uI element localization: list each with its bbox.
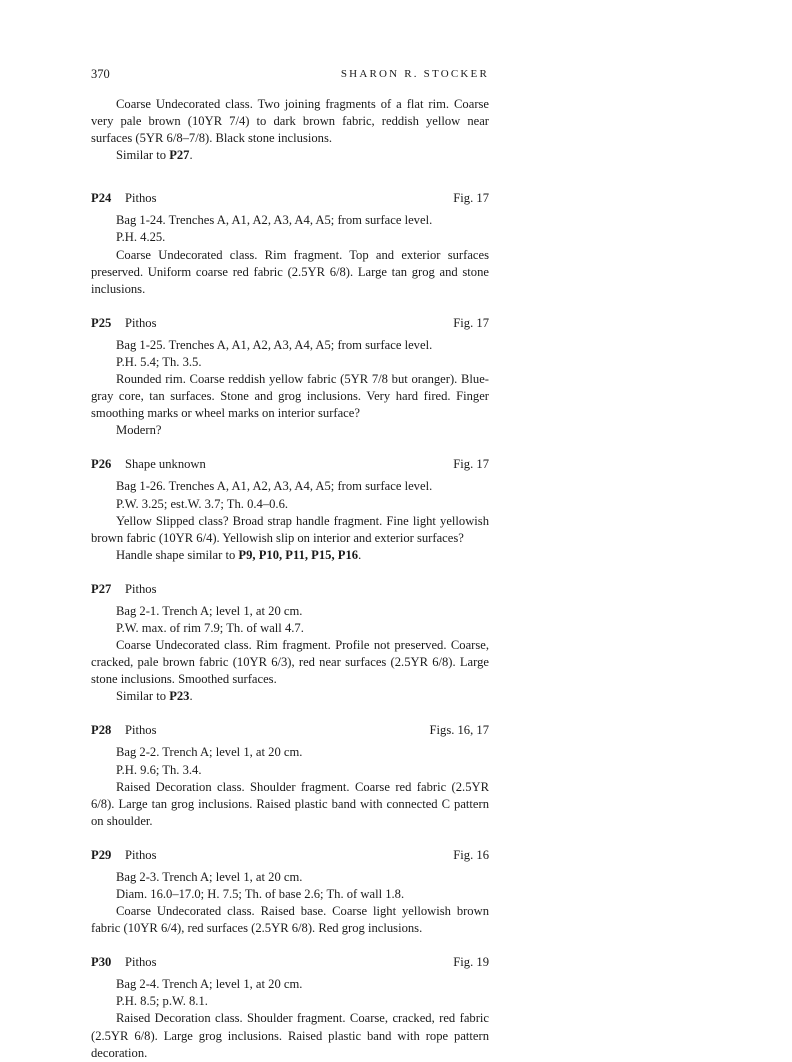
catalogue-entry xyxy=(91,581,489,706)
entry-similar xyxy=(91,688,489,705)
similar-end: . xyxy=(189,148,193,163)
entry-shape: Pithos xyxy=(125,723,157,738)
similar-label: Similar to xyxy=(116,148,167,163)
entry-id: P25 xyxy=(91,315,112,330)
entry-figure-ref: Fig. 17 xyxy=(453,315,489,330)
entry-shape: Pithos xyxy=(125,191,157,206)
entry-dimensions: P.H. 5.4; Th. 3.5. xyxy=(116,354,202,369)
entry-shape: Shape unknown xyxy=(125,457,206,472)
intro-description: Coarse Undecorated class. Two joining fragments of a flat rim. Coarse very pale brown (10YR 7/4) to dark brown fabric, reddish yellow near surfaces (5YR 6/8–7/8). Black stone inclusions. xyxy=(91,97,489,146)
entry-id: P26 xyxy=(91,457,112,472)
entry-heading xyxy=(91,456,489,473)
entry-dimensions: P.H. 4.25. xyxy=(116,230,166,245)
similar-refs: P9, P10, P11, P15, P16 xyxy=(238,547,359,562)
entry-id: P28 xyxy=(91,723,112,738)
entry-id: P29 xyxy=(91,847,112,862)
catalogue-entry xyxy=(91,190,489,297)
running-head xyxy=(91,66,489,82)
similar-refs: P27 xyxy=(169,148,190,163)
similar-refs: P23 xyxy=(169,689,190,704)
similar-label: Similar to xyxy=(116,689,167,704)
entry-shape: Pithos xyxy=(125,847,157,862)
entry-shape: Pithos xyxy=(125,955,157,970)
entry-figure-ref: Fig. 17 xyxy=(453,457,489,472)
entry-note: Modern? xyxy=(116,423,162,438)
entry-bag: Bag 2-4. Trench A; level 1, at 20 cm. xyxy=(116,977,303,992)
entry-dimensions: P.H. 9.6; Th. 3.4. xyxy=(116,762,202,777)
entry-heading xyxy=(91,190,489,207)
similar-end: . xyxy=(358,547,362,562)
entry-figure-ref: Fig. 19 xyxy=(453,955,489,970)
entry-dimensions: Diam. 16.0–17.0; H. 7.5; Th. of base 2.6; Th. of wall 1.8. xyxy=(116,887,405,901)
catalogue-entry xyxy=(91,954,489,1061)
similar-end: . xyxy=(189,689,193,704)
entry-bag: Bag 2-3. Trench A; level 1, at 20 cm. xyxy=(116,869,303,884)
entry-figure-ref: Fig. 16 xyxy=(453,847,489,862)
entry-id: P27 xyxy=(91,581,112,596)
running-head-author: SHARON R. STOCKER xyxy=(340,68,489,80)
similar-label: Handle shape similar to xyxy=(116,547,236,562)
entry-dimensions: P.W. 3.25; est.W. 3.7; Th. 0.4–0.6. xyxy=(116,496,289,511)
entry-dimensions: P.W. max. of rim 7.9; Th. of wall 4.7. xyxy=(116,620,304,635)
entry-similar xyxy=(91,547,489,564)
catalogue-body xyxy=(91,96,489,1062)
entry-bag: Bag 2-1. Trench A; level 1, at 20 cm. xyxy=(116,603,303,618)
catalogue-entry xyxy=(91,315,489,440)
entry-description: Coarse Undecorated class. Raised base. Coarse light yellowish brown fabric (10YR 6/4), red surfaces (2.5YR 6/8). Red grog inclusions. xyxy=(91,904,489,936)
entry-description: Coarse Undecorated class. Rim fragment. Profile not preserved. Coarse, cracked, pale brown fabric (10YR 6/3), red near surfaces (2.5YR 6/8). Large stone inclusions. Smoothed surfaces. xyxy=(91,638,489,687)
catalogue-entry xyxy=(91,847,489,937)
entry-heading xyxy=(91,847,489,864)
entry-description: Rounded rim. Coarse reddish yellow fabric (5YR 7/8 but oranger). Blue-gray core, tan surfaces. Stone and grog inclusions. Very hard fired. Finger smoothing marks or wheel marks on interior surface? xyxy=(91,372,489,421)
catalogue-entry xyxy=(91,722,489,829)
entry-heading xyxy=(91,581,489,598)
entry-bag: Bag 2-2. Trench A; level 1, at 20 cm. xyxy=(116,745,303,760)
entry-heading xyxy=(91,315,489,332)
entry-bag: Bag 1-24. Trenches A, A1, A2, A3, A4, A5; from surface level. xyxy=(116,213,433,228)
entry-bag: Bag 1-26. Trenches A, A1, A2, A3, A4, A5; from surface level. xyxy=(116,479,433,494)
entry-dimensions: P.H. 8.5; p.W. 8.1. xyxy=(116,994,208,1009)
catalogue-entry xyxy=(91,456,489,563)
entry-heading xyxy=(91,722,489,739)
entry-shape: Pithos xyxy=(125,581,157,596)
entry-description: Yellow Slipped class? Broad strap handle fragment. Fine light yellowish brown fabric (10YR 6/4). Yellowish slip on interior and exterior surfaces? xyxy=(91,513,489,545)
entry-shape: Pithos xyxy=(125,315,157,330)
entry-id: P30 xyxy=(91,955,112,970)
entry-id: P24 xyxy=(91,191,112,206)
page-number: 370 xyxy=(91,67,110,81)
entry-figure-ref: Fig. 17 xyxy=(453,191,489,206)
entry-description: Raised Decoration class. Shoulder fragment. Coarse red fabric (2.5YR 6/8). Large tan grog inclusions. Raised plastic band with connected C pattern on shoulder. xyxy=(91,779,489,828)
entry-heading xyxy=(91,954,489,971)
entry-description: Coarse Undecorated class. Rim fragment. Top and exterior surfaces preserved. Uniform coarse red fabric (2.5YR 6/8). Large tan grog and stone inclusions. xyxy=(91,247,489,296)
intro-similar xyxy=(91,147,489,164)
entry-description: Raised Decoration class. Shoulder fragment. Coarse, cracked, red fabric (2.5YR 6/8). Large grog inclusions. Raised plastic band with rope pattern decoration. xyxy=(91,1011,489,1060)
entry-figure-ref: Figs. 16, 17 xyxy=(429,723,489,738)
entry-bag: Bag 1-25. Trenches A, A1, A2, A3, A4, A5; from surface level. xyxy=(116,337,433,352)
